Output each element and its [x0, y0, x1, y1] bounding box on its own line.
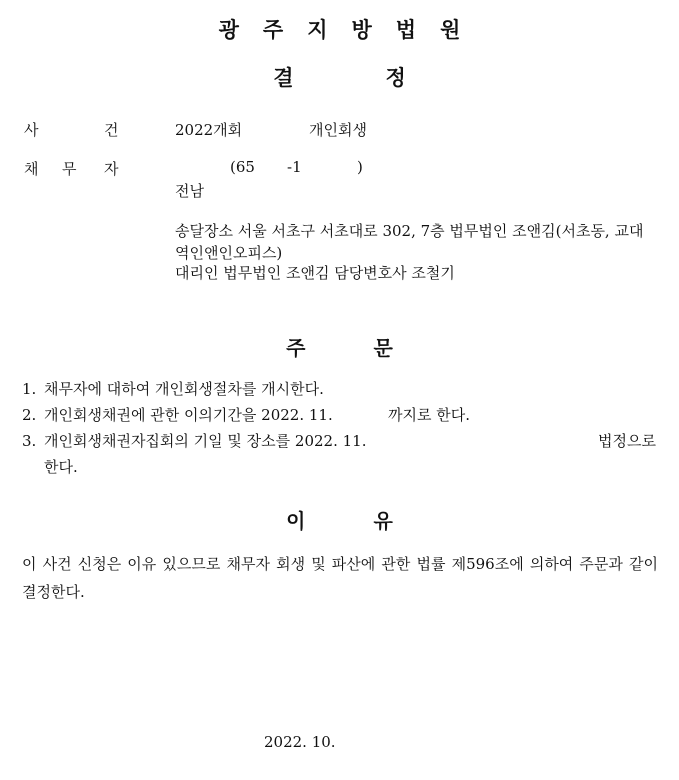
- case-name: 개인회생: [309, 121, 367, 139]
- debtor-label-char-2: 무: [62, 160, 77, 178]
- order-item: [22, 430, 662, 456]
- order-item-text: 개인회생채권자집회의 기일 및 장소를 2022. 11.: [44, 432, 367, 450]
- case-label-char-1: 사: [24, 121, 39, 139]
- decision-date: 2022. 10.: [264, 733, 336, 751]
- order-item-text: 채무자에 대하여 개인회생절차를 개시한다.: [44, 380, 324, 398]
- order-item-extra: 법정으로: [598, 432, 656, 450]
- reason-heading-char-2: 유: [373, 509, 393, 533]
- debtor-birth-info: [230, 158, 363, 176]
- service-address: 송달장소 서울 서초구 서초대로 302, 7층 법무법인 조앤김(서초동, 교대역인앤인오피스): [175, 222, 644, 262]
- legal-agent: 대리인 법무법인 조앤김 담당변호사 조철기: [175, 264, 455, 282]
- debtor-birth-part-1: (65: [230, 158, 255, 176]
- document-type-title: [0, 62, 679, 92]
- reason-text: 이 사건 신청은 이유 있으므로 채무자 회생 및 파산에 관한 법률 제596조에 의하여 주문과 같이 결정한다.: [22, 555, 658, 601]
- order-item-number: 1.: [22, 380, 37, 398]
- order-heading-char-1: 주: [286, 336, 306, 360]
- debtor-label-char-1: 채: [24, 160, 39, 178]
- debtor-address: 전남: [175, 182, 204, 200]
- order-item: [22, 378, 662, 404]
- order-list: [22, 378, 662, 456]
- case-label-char-2: 건: [104, 121, 119, 139]
- document-type-char-2: 정: [385, 66, 406, 90]
- document-type-char-1: 결: [273, 66, 294, 90]
- reason-heading: [0, 505, 679, 534]
- order-item-continuation: 한다.: [44, 458, 78, 476]
- order-item-number: 2.: [22, 406, 37, 424]
- order-heading: [0, 332, 679, 361]
- debtor-birth-part-3: ): [357, 158, 363, 176]
- order-item-extra: 까지로 한다.: [388, 406, 470, 424]
- order-item-text: 개인회생채권에 관한 이의기간을 2022. 11.: [44, 406, 333, 424]
- court-title: 광주지방법원: [218, 18, 485, 42]
- order-heading-char-2: 문: [373, 336, 393, 360]
- order-item-number: 3.: [22, 432, 37, 450]
- reason-heading-char-1: 이: [286, 509, 306, 533]
- order-item: [22, 404, 662, 430]
- debtor-birth-part-2: -1: [287, 158, 302, 176]
- debtor-label-char-3: 자: [104, 160, 119, 178]
- case-number: 2022개회: [175, 121, 243, 139]
